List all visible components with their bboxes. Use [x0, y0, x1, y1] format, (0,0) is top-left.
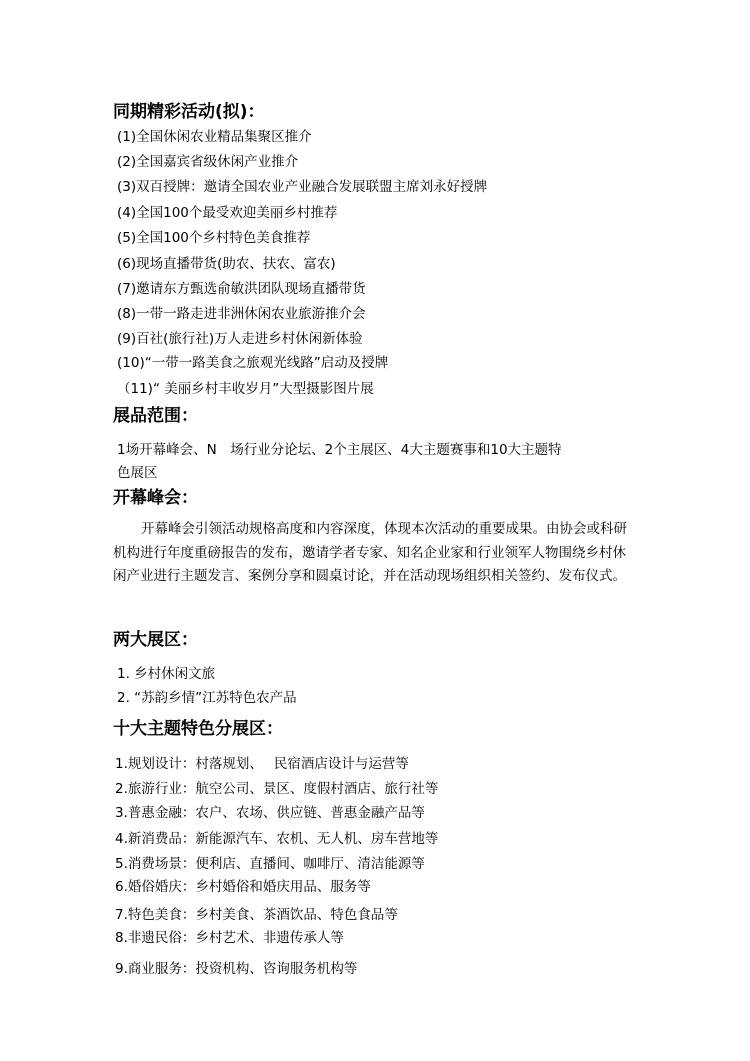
- scope-line: 1场开幕峰会、N 场行业分论坛、2个主展区、4大主题赛事和10大主题特: [117, 442, 562, 458]
- theme-zone-item: 4.新消费品：新能源汽车、农机、无人机、房车营地等: [115, 831, 439, 847]
- activity-item: （11)“ 美丽乡村丰收岁月”大型摄影图片展: [117, 381, 374, 397]
- theme-zone-item: 7.特色美食：乡村美食、茶酒饮品、特色食品等: [115, 907, 398, 923]
- activity-item: (7)邀请东方甄选俞敏洪团队现场直播带货: [117, 281, 366, 297]
- theme-zone-item: 8.非遗民俗：乡村艺术、非遗传承人等: [115, 930, 344, 946]
- theme-zone-item: 5.消费场景：便利店、直播间、咖啡厅、清洁能源等: [115, 856, 425, 872]
- theme-zone-item: 3.普惠金融：农户、农场、供应链、普惠金融产品等: [115, 805, 425, 821]
- section-title-two-zones: 两大展区：: [113, 630, 198, 650]
- scope-line: 色展区: [117, 465, 158, 481]
- theme-zone-item: 6.婚俗婚庆：乡村婚俗和婚庆用品、服务等: [115, 879, 371, 895]
- section-title-exhibit-scope: 展品范围：: [113, 406, 198, 426]
- activity-item: (10)“一带一路美食之旅观光线路”启动及授牌: [117, 355, 389, 371]
- section-title-opening-summit: 开幕峰会：: [113, 488, 198, 508]
- theme-zone-item: 1.规划设计：村落规划、 民宿酒店设计与运营等: [115, 756, 409, 772]
- theme-zone-item: 2.旅游行业：航空公司、景区、度假村酒店、旅行社等: [115, 781, 439, 797]
- zone-item: 1. 乡村休闲文旅: [117, 666, 216, 682]
- theme-zone-item: 9.商业服务：投资机构、咨询服务机构等: [115, 961, 358, 977]
- opening-summit-paragraph: 开幕峰会引领活动规格高度和内容深度，体现本次活动的重要成果。由协会或科研机构进行年度重磅报告的发布，邀请学者专家、知名企业家和行业领军人物围绕乡村休闲产业进行主题发言、案例分享和圆桌讨论，并在活动现场组织相关签约、发布仪式。: [113, 521, 627, 584]
- activity-item: (4)全国100个最受欢迎美丽乡村推荐: [117, 205, 338, 221]
- activity-item: (8)一带一路走进非洲休闲农业旅游推介会: [117, 306, 366, 322]
- activity-item: (9)百社(旅行社)万人走进乡村休闲新体验: [117, 331, 363, 347]
- section-title-activities: 同期精彩活动(拟)：: [113, 102, 265, 122]
- activity-item: (6)现场直播带货(助农、扶农、富农): [117, 256, 336, 272]
- zone-item: 2. “苏韵乡情”江苏特色农产品: [117, 690, 297, 706]
- activity-item: (1)全国休闲农业精品集聚区推介: [117, 129, 312, 145]
- activity-item: (5)全国100个乡村特色美食推荐: [117, 230, 311, 246]
- section-title-ten-zones: 十大主题特色分展区：: [113, 719, 283, 739]
- activity-item: (3)双百授牌：邀请全国农业产业融合发展联盟主席刘永好授牌: [117, 179, 488, 195]
- activity-item: (2)全国嘉宾省级休闲产业推介: [117, 154, 299, 170]
